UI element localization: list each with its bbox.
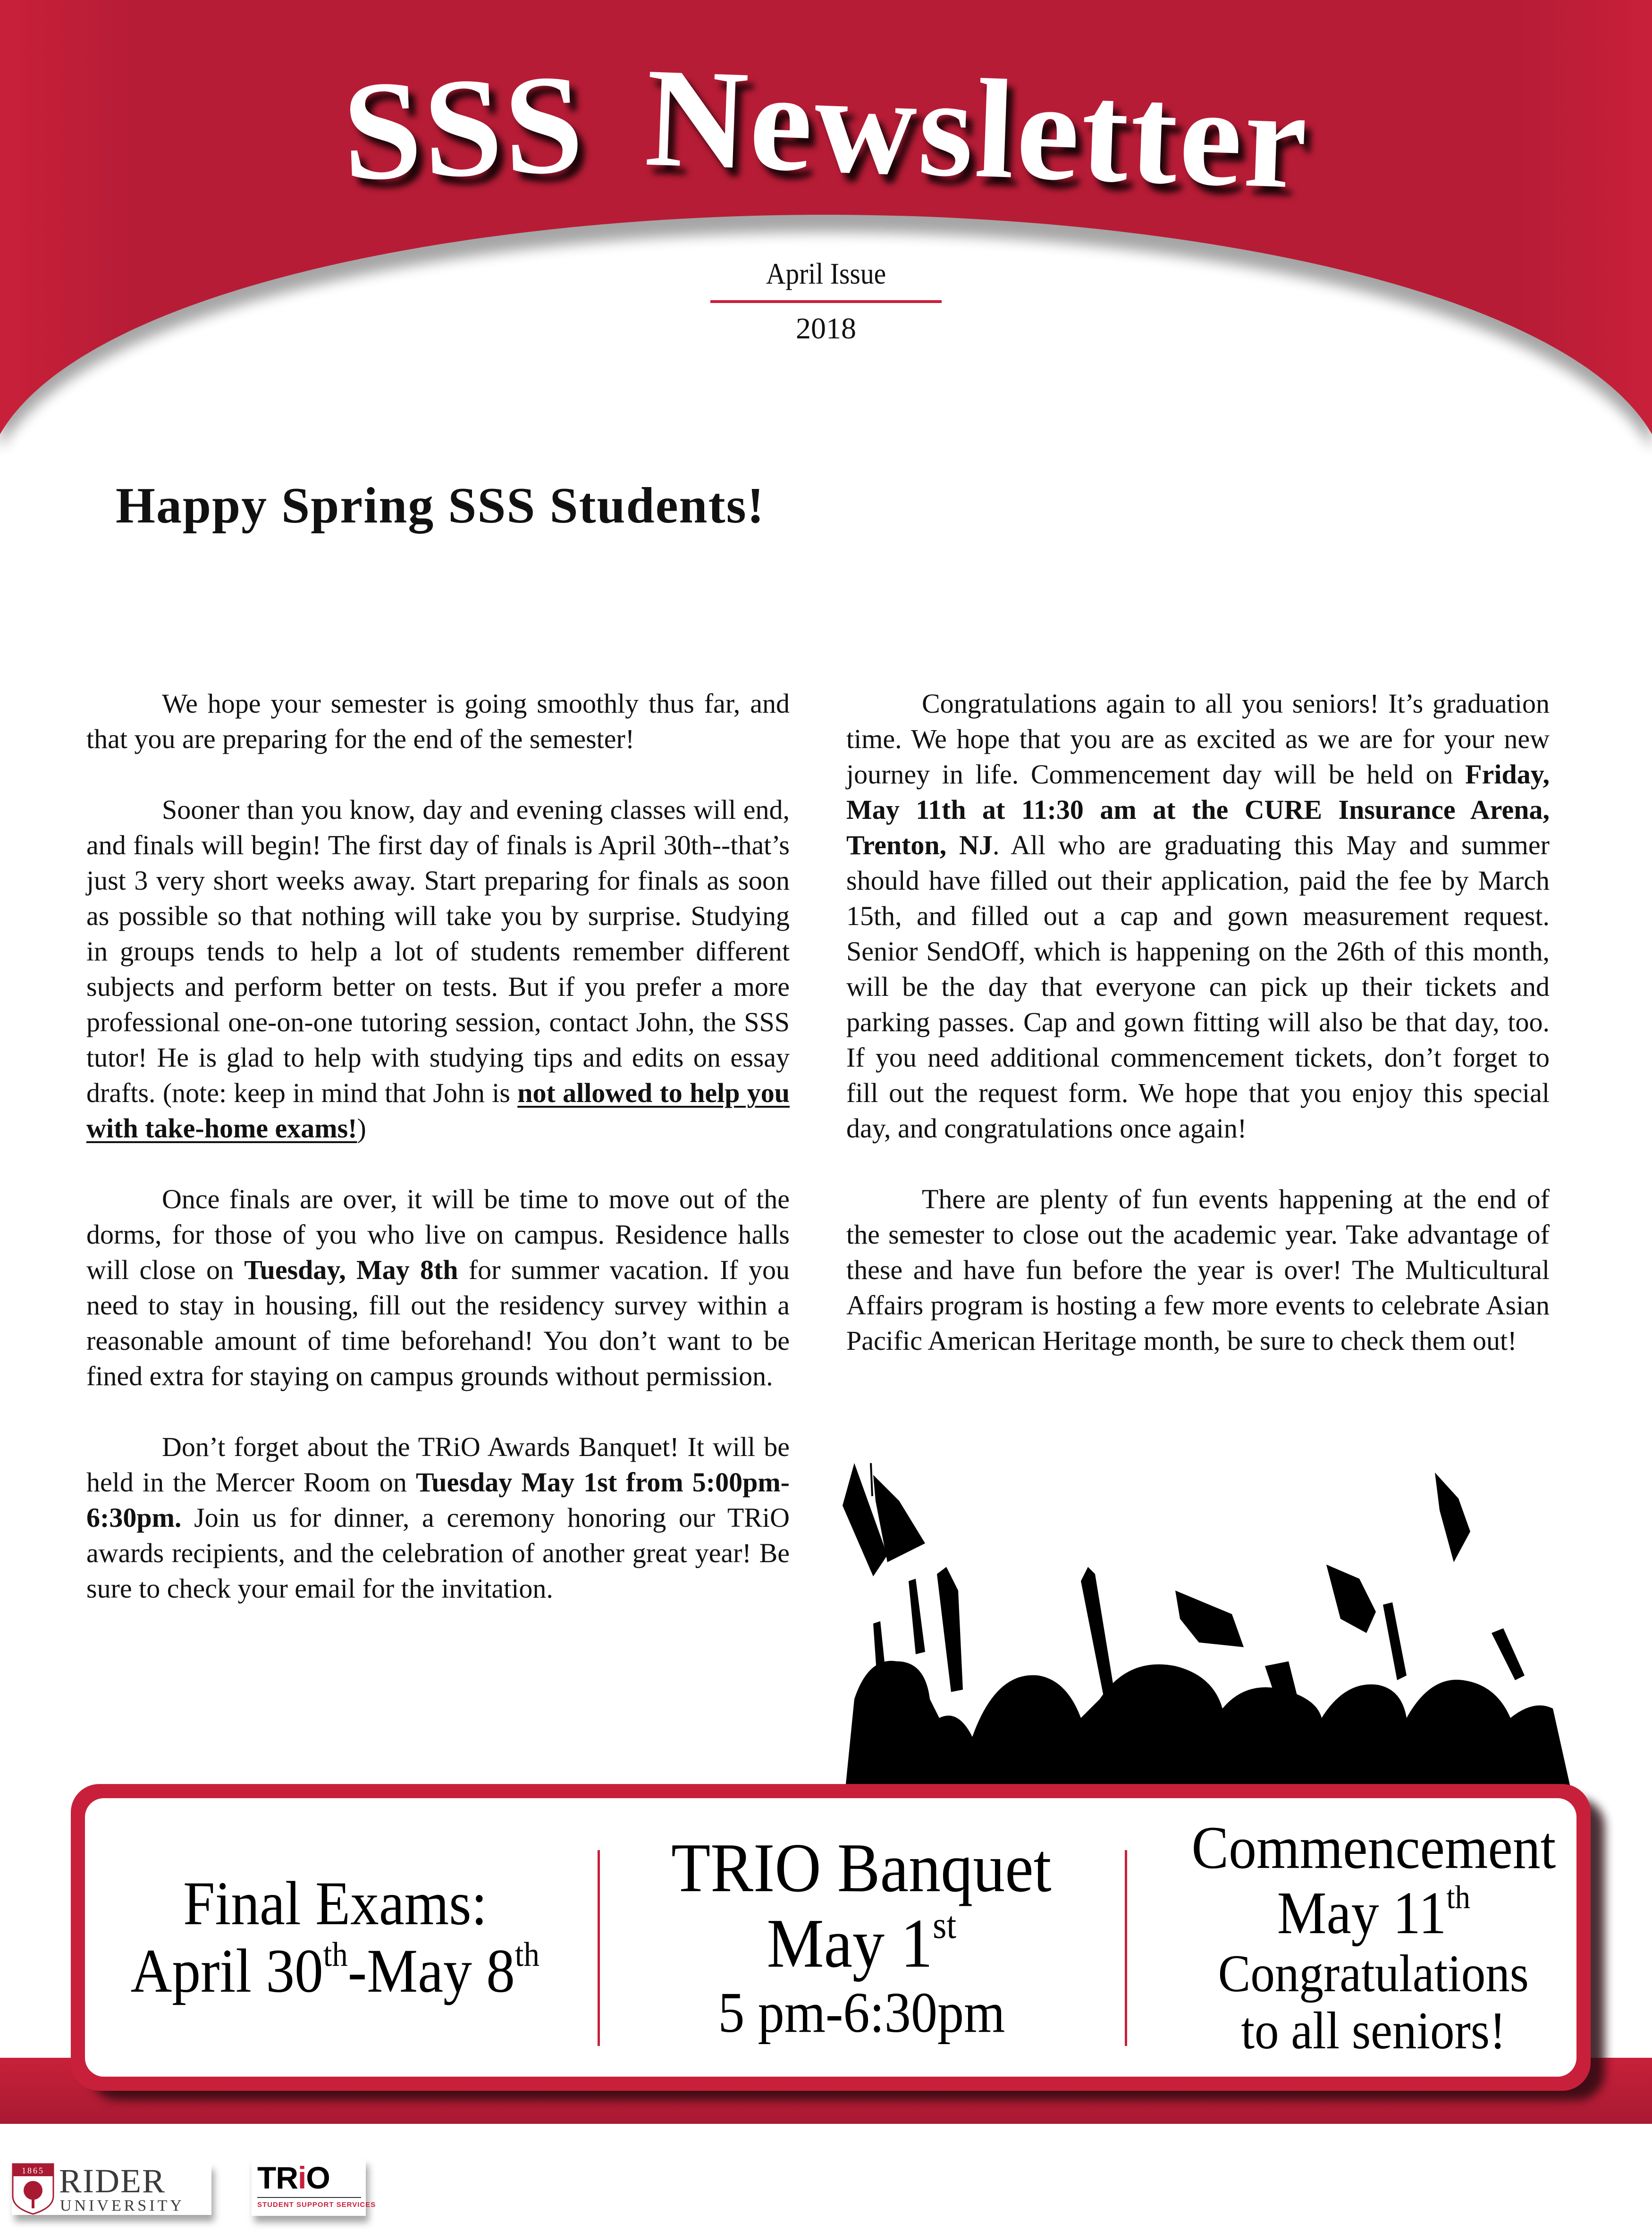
event-final-exams — [85, 1798, 585, 2077]
event-title: TRIO Banquet — [671, 1829, 1052, 1907]
rider-university-logo — [12, 2163, 211, 2215]
paragraph-commencement: Congratulations again to all you seniors! It’s graduation time. We hope that you are as excited as we are for your new journey in life. Commencement day will be held on Friday, May 11th at 11:30 am at the CURE Insurance Arena, Trenton, NJ. All who are graduating this May and summer should have filled out their application, paid the fee by March 15th, and filled out a cap and gown measurement request. Senior SendOff, which is happening on the 26th of this month, will be the day that everyone can pick up their tickets and parking passes. Cap and gown fitting will also be that day, too. If you need additional commencement tickets, don’t forget to fill out the request form. We hope that you enjoy this special day, and congratulations once again! — [846, 688, 1550, 1144]
event-date: April 30th-May 8th — [130, 1935, 540, 2005]
trio-wordmark: TRiO — [257, 2160, 330, 2195]
cap-icon — [1435, 1473, 1470, 1562]
shield-tree-icon — [12, 2163, 54, 2215]
rider-subtitle: UNIVERSITY — [60, 2197, 185, 2214]
trio-logo — [252, 2158, 376, 2216]
issue-divider — [710, 300, 942, 303]
rider-name: RIDER — [59, 2162, 166, 2200]
trio-divider — [257, 2197, 361, 2198]
paragraph-housing: Once finals are over, it will be time to move out of the dorms, for those of you who live on campus. Residence halls will close on Tuesday, May 8th for summer vacation. If you need to stay in housing, fill out the residency survey within a reasonable amount of time beforehand! You don’t want to be fined extra for staying on campus grounds without permission. — [86, 1184, 790, 1391]
event-note: Congratulations — [1218, 1944, 1529, 2003]
issue-month: April Issue — [766, 257, 886, 290]
cap-icon — [1175, 1591, 1244, 1647]
right-column — [846, 686, 1550, 1394]
emphasis-tutor-rule: not allowed to help you with take-home exams! — [86, 1077, 790, 1144]
event-title: Final Exams: — [183, 1869, 488, 1938]
trio-subtitle: STUDENT SUPPORT SERVICES — [257, 2201, 376, 2209]
emphasis-commencement-details: Friday, May 11th at 11:30 am at the CURE Insurance Arena, Trenton, NJ — [846, 759, 1550, 860]
issue-info — [708, 259, 944, 344]
event-trio-banquet — [590, 1798, 1133, 2077]
events-banner-inner — [85, 1798, 1576, 2077]
masthead-word: Newsletter — [643, 38, 1312, 219]
headline: Happy Spring SSS Students! — [116, 478, 765, 534]
emphasis-housing-date: Tuesday, May 8th — [244, 1254, 458, 1285]
paragraph-intro: We hope your semester is going smoothly thus far, and that you are preparing for the end of the semester! — [86, 688, 790, 754]
event-date: May 1st — [767, 1903, 956, 1983]
events-banner — [71, 1784, 1591, 2091]
masthead-word: SSS — [340, 45, 588, 210]
issue-year: 2018 — [796, 311, 856, 345]
rider-year: 1865 — [22, 2166, 44, 2175]
masthead-title — [0, 38, 1652, 219]
event-date: May 11th — [1277, 1879, 1470, 1947]
banner-divider — [1125, 1850, 1127, 2046]
event-time: 5 pm-6:30pm — [718, 1980, 1005, 2045]
paragraph-banquet: Don’t forget about the TRiO Awards Banquet! It will be held in the Mercer Room on Tuesday May 1st from 5:00pm-6:30pm. Join us for dinner, a ceremony honoring our TRiO awards recipients, and the celebration of another great year! Be sure to check your email for the invitation. — [86, 1431, 790, 1604]
cap-icon — [1326, 1565, 1376, 1633]
paragraph-finals: Sooner than you know, day and evening classes will end, and finals will begin! The first day of finals is April 30th--that’s just 3 very short weeks away. Start preparing for finals as soon as possible so that nothing will take you by surprise. Studying in groups tends to help a lot of students remember different subjects and perform better on tests. But if you prefer a more professional one-on-one tutoring session, contact John, the SSS tutor! He is glad to help with studying tips and edits on essay drafts. (note: keep in mind that John is not allowed to help you with take-home exams!) — [86, 794, 790, 1144]
left-column — [86, 686, 790, 1641]
event-commencement — [1138, 1798, 1610, 2077]
graduation-silhouette-icon — [817, 1454, 1600, 1793]
emphasis-banquet-date: Tuesday May 1st from 5:00pm-6:30pm. — [86, 1467, 790, 1533]
event-note: to all seniors! — [1241, 2002, 1506, 2061]
paragraph-events: There are plenty of fun events happening at the end of the semester to close out the academic year. Take advantage of these and have fun before the year is over! The Multicultural Affairs program is hosting a few more events to celebrate Asian Pacific American Heritage month, be sure to check them out! — [846, 1184, 1550, 1356]
event-title: Commencement — [1191, 1814, 1556, 1881]
